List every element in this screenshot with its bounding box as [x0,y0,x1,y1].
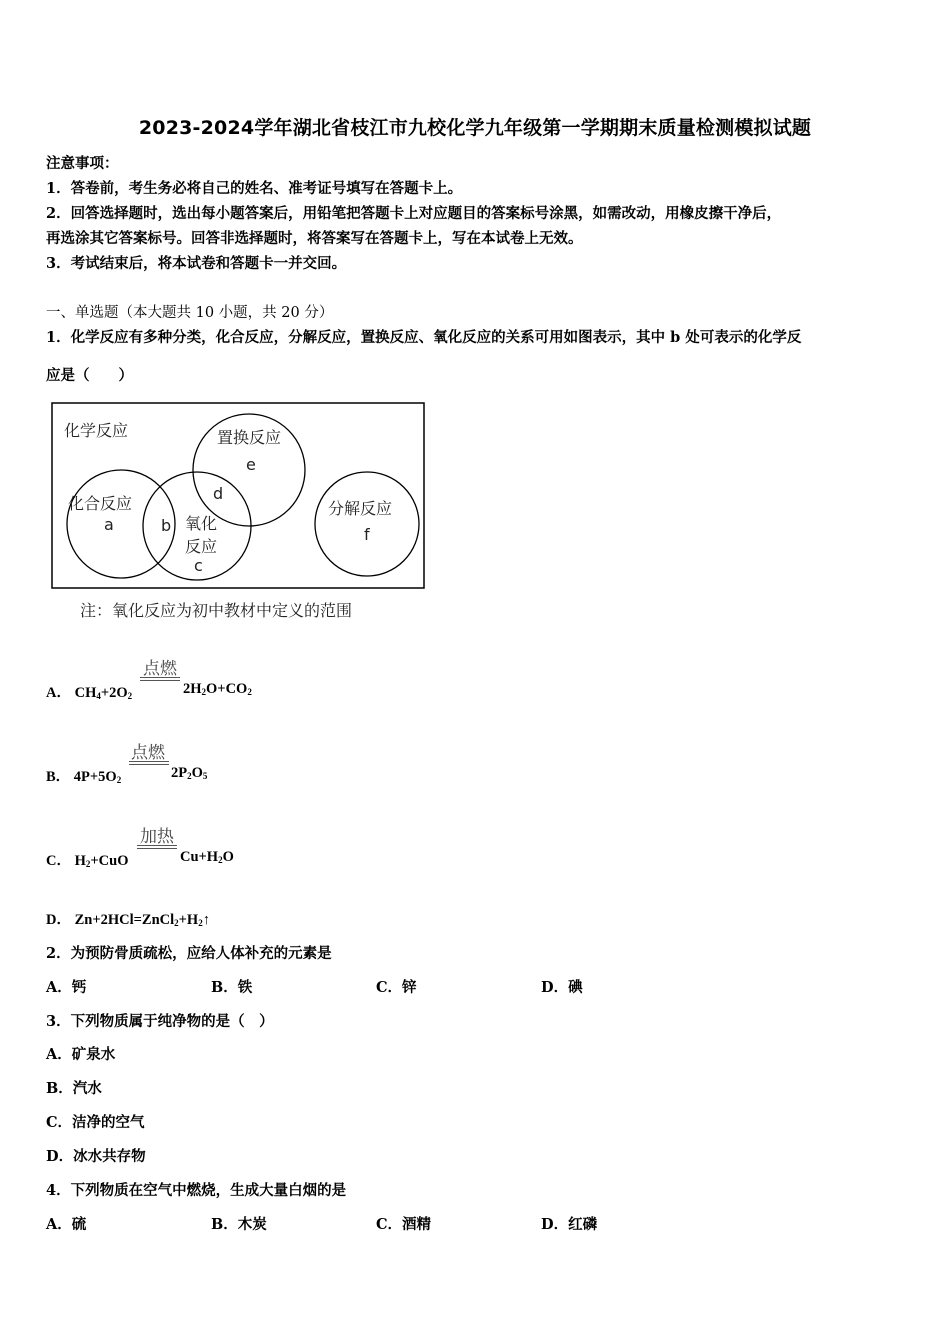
q3-option-c: C．洁净的空气 [46,1114,145,1131]
option-label: D． [46,912,71,928]
option-a-products: $2H_2O+CO_2$ [183,681,252,697]
q2-option-a: A．钙 [46,979,87,996]
label-e: e [246,455,256,474]
q3-option-b: B．汽水 [46,1080,102,1097]
page-title: 2023-2024学年湖北省枝江市九校化学九年级第一学期期末质量检测模拟试题 [138,117,812,139]
option-c-products: $Cu+H_2O$ [180,849,234,865]
q2-stem: 2．为预防骨质疏松，应给人体补充的元素是 [46,945,332,962]
label-oxidation-2: 反应 [185,537,218,556]
notice-item: 1．答卷前，考生务必将自己的姓名、准考证号填写在答题卡上。 [46,180,463,197]
option-label: B． [46,769,71,785]
q2-option-d: D．碘 [541,979,583,996]
label-combination: 化合反应 [68,494,133,513]
notice-item: 2．回答选择题时，选出每小题答案后，用铅笔把答题卡上对应题目的答案标号涂黑，如需改动，用橡皮擦干净后， [46,205,782,222]
option-label: C． [46,853,71,869]
option-c: C． $H_2+CuO$ [46,853,129,869]
q2-option-c: C．锌 [376,979,417,996]
q4-option-b: B．木炭 [211,1216,267,1233]
label-f: f [364,525,370,544]
option-b: B． $4P+5O_2$ [46,769,122,785]
q3-option-d: D．冰水共存物 [46,1148,146,1165]
q4-option-a: A．硫 [46,1216,87,1233]
option-b-products: $2P_2O_5$ [171,765,208,781]
section-heading: 一、单选题（本大题共 10 小题，共 20 分） [46,305,334,321]
q3-stem: 3．下列物质属于纯净物的是（ ） [46,1013,274,1030]
equation-double-line [137,845,177,849]
condition-ignite: 点燃 [143,659,177,679]
option-d: D． $Zn+2HCl=ZnCl_2+H_2↑$ [46,912,210,928]
equation-double-line [129,761,169,765]
label-a: a [104,515,114,534]
q1-stem-line2: 应是（ ） [46,367,133,384]
q1-stem-line1: 1．化学反应有多种分类，化合反应，分解反应，置换反应、氧化反应的关系可用如图表示，其中 b 处可表示的化学反 [46,329,802,346]
q4-stem: 4．下列物质在空气中燃烧，生成大量白烟的是 [46,1182,347,1199]
reaction-venn-diagram [45,398,445,628]
label-chemical-reaction: 化学反应 [64,421,129,440]
notice-item: 再选涂其它答案标号。回答非选择题时，将答案写在答题卡上，写在本试卷上无效。 [46,230,583,247]
q3-option-a: A．矿泉水 [46,1046,116,1063]
notice-heading: 注意事项： [46,155,119,172]
q4-option-d: D．红磷 [541,1216,598,1233]
combination-circle [67,470,175,578]
q4-option-c: C．酒精 [376,1216,432,1233]
notice-item: 3．考试结束后，将本试卷和答题卡一并交回。 [46,255,347,272]
option-label: A． [46,685,71,701]
label-c: c [194,556,203,575]
label-d: d [213,484,224,503]
condition-ignite: 点燃 [131,743,165,763]
equation-double-line [140,677,180,681]
q2-option-b: B．铁 [211,979,253,996]
condition-heat: 加热 [140,827,174,847]
diagram-note: 注：氧化反应为初中教材中定义的范围 [80,601,353,620]
option-a: A． $CH_4+2O_2$ [46,685,133,701]
decomposition-circle [315,472,419,576]
label-decomposition: 分解反应 [328,499,393,518]
label-displacement: 置换反应 [217,428,282,447]
label-oxidation-1: 氧化 [185,514,218,533]
label-b: b [161,516,172,535]
